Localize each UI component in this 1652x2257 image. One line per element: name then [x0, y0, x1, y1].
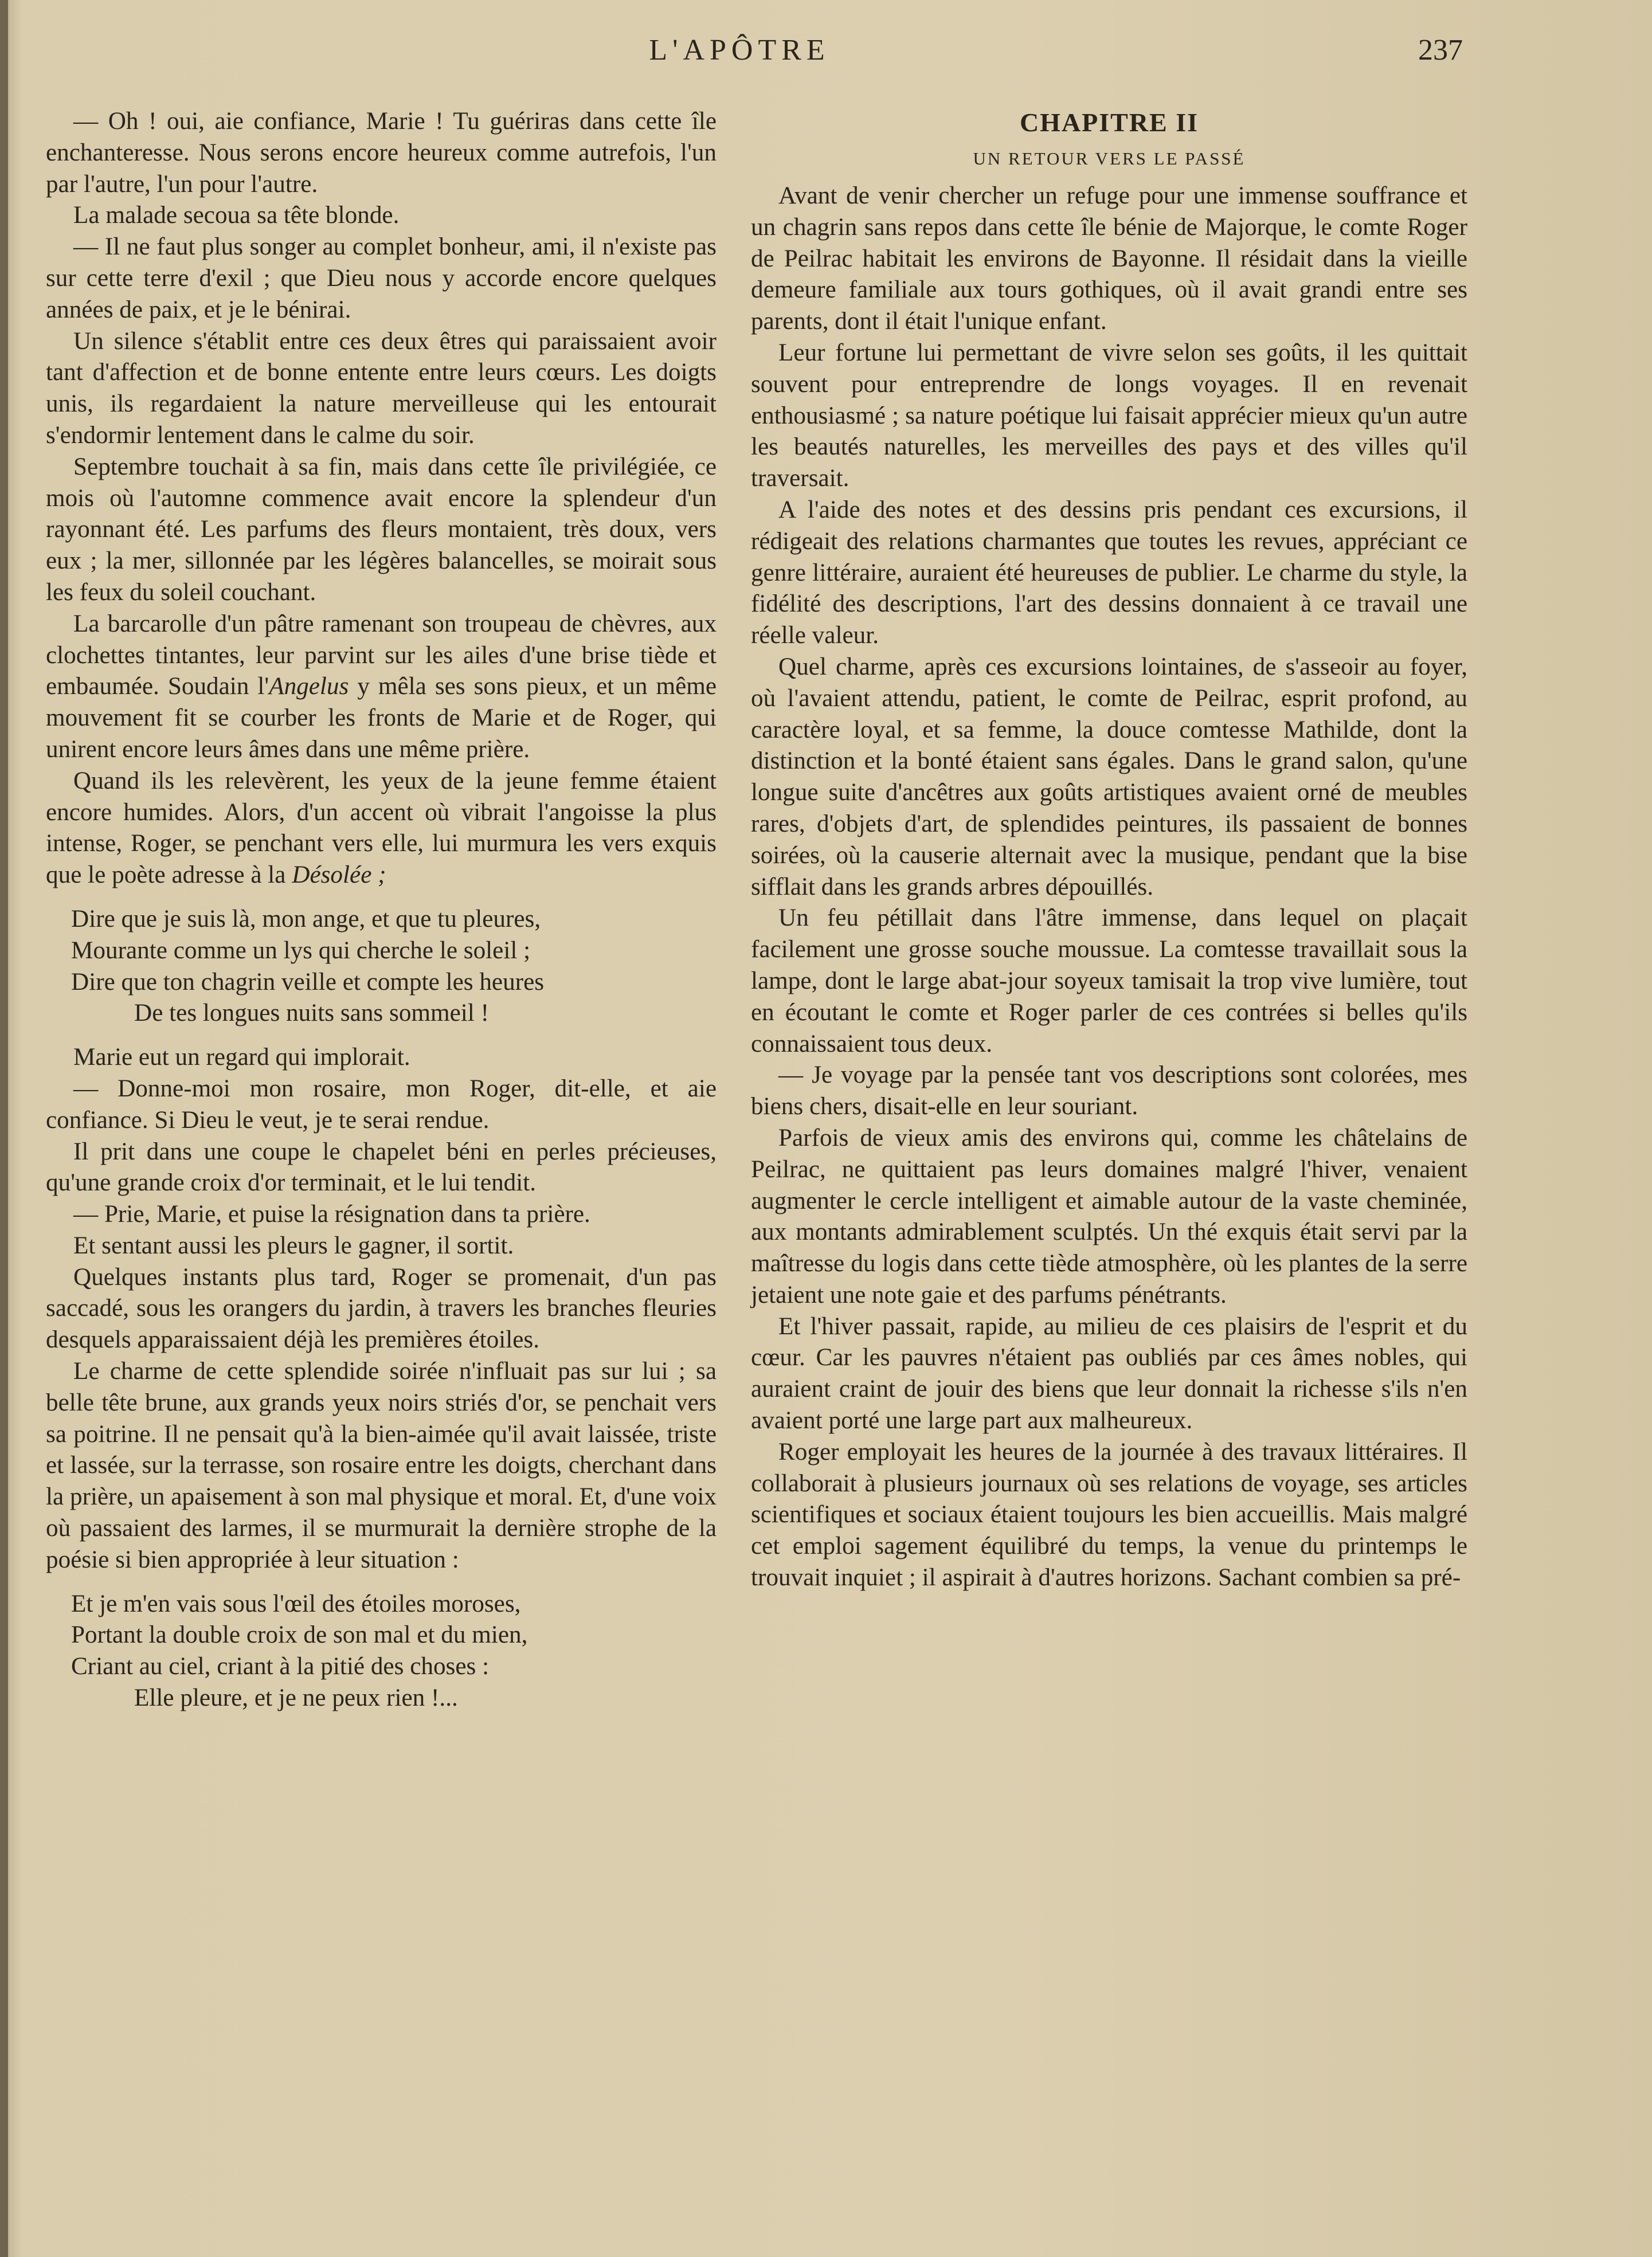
- verse-block: [71, 904, 717, 1029]
- paragraph: Le charme de cette splendide soirée n'influait pas sur lui ; sa belle tête brune, aux grands yeux noirs striés d'or, se penchait vers sa poitrine. Il ne pensait qu'à la bien-aimée qu'il avait laissée, triste et lassée, sur la terrasse, son rosaire entre les doigts, cherchant dans la prière, un apaisement à son mal physique et moral. Et, d'une voix où passaient des larmes, il se murmurait la dernière strophe de la poésie si bien appropriée à leur situation :: [46, 1358, 717, 1573]
- paragraph: — Donne-moi mon rosaire, mon Roger, dit-elle, et aie confiance. Si Dieu le veut, je te serai rendue.: [46, 1075, 717, 1134]
- verse-line: Criant au ciel, criant à la pitié des choses :: [71, 1653, 490, 1680]
- paragraph: — Oh ! oui, aie confiance, Marie ! Tu guériras dans cette île enchanteresse. Nous serons encore heureux comme autrefois, l'un par l'autre, l'un pour l'autre.: [46, 108, 717, 198]
- verse-line: Et je m'en vais sous l'œil des étoiles moroses,: [71, 1590, 521, 1617]
- paragraph: Roger employait les heures de la journée à des travaux littéraires. Il collaborait à plusieurs journaux où ses relations de voyage, ses articles scientifiques et sociaux étaient toujours les bien accueillis. Mais malgré cet emploi sagement équilibré du temps, la venue du printemps le trouvait inquiet ; il aspirait à d'autres horizons. Sachant combien sa pré-: [751, 1438, 1467, 1592]
- paragraph: — Il ne faut plus songer au complet bonheur, ami, il n'existe pas sur cette terre d'exil ; que Dieu nous y accorde encore quelques années de paix, et je le bénirai.: [46, 233, 717, 323]
- verse-line: De tes longues nuits sans sommeil !: [134, 1000, 489, 1027]
- left-column: [46, 106, 717, 1727]
- paragraph: Quelques instants plus tard, Roger se promenait, d'un pas saccadé, sous les orangers du jardin, à travers les branches fleuries desquels apparaissaient déjà les premières étoiles.: [46, 1263, 717, 1354]
- paragraph: Avant de venir chercher un refuge pour une immense souffrance et un chagrin sans repos dans cette île bénie de Majorque, le comte Roger de Peilrac habitait les environs de Bayonne. Il résidait dans la vieille demeure familiale aux tours gothiques, où il avait grandi entre ses parents, dont il était l'unique enfant.: [751, 182, 1467, 335]
- italic-text: Angelus: [269, 673, 349, 700]
- chapter-title: CHAPITRE II: [1019, 108, 1199, 137]
- text-run: Quand ils les relevèrent, les yeux de la jeune femme étaient encore humides. Alors, d'un accent où vibrait l'angoisse la plus intense, Roger, se penchant vers elle, lui murmura les vers exquis que le poète adresse à la: [46, 767, 717, 889]
- paragraph: Et l'hiver passait, rapide, au milieu de ces plaisirs de l'esprit et du cœur. Car les pauvres n'étaient pas oubliés par ces âmes nobles, qui auraient craint de jouir des biens que leur donnait la richesse s'ils n'en avaient porté une large part aux malheureux.: [751, 1312, 1467, 1435]
- verse-line: Portant la double croix de son mal et du mien,: [71, 1621, 528, 1649]
- paragraph: A l'aide des notes et des dessins pris pendant ces excursions, il rédigeait des relations charmantes que toutes les revues, appréciant ce genre littéraire, auraient été heureuses de publier. Le charme du style, la fidélité des descriptions, l'art des dessins donnaient à ce travail une réelle valeur.: [751, 496, 1467, 649]
- verse-block: [71, 1589, 717, 1714]
- paragraph: — Prie, Marie, et puise la résignation dans ta prière.: [73, 1201, 590, 1228]
- paragraph: Un feu pétillait dans l'âtre immense, dans lequel on plaçait facilement une grosse souche moussue. La comtesse travaillait sous la lampe, dont le large abat-jour soyeux tamisait la trop vive lumière, tout en écoutant le comte et Roger parler de ces contrées si belles qu'ils connaissaient tous deux.: [751, 904, 1467, 1057]
- paragraph: Septembre touchait à sa fin, mais dans cette île privilégiée, ce mois où l'automne commence avait encore la splendeur d'un rayonnant été. Les parfums des fleurs montaient, très doux, vers eux ; la mer, sillonnée par les légères balancelles, se moirait sous les feux du soleil couchant.: [46, 453, 717, 606]
- running-title: L'APÔTRE: [649, 34, 830, 66]
- paragraph: — Je voyage par la pensée tant vos descriptions sont colorées, mes biens chers, disait-elle en leur souriant.: [751, 1061, 1467, 1120]
- italic-text: Désolée ;: [292, 861, 386, 889]
- right-column: [751, 106, 1467, 1594]
- verse-line: Mourante comme un lys qui cherche le soleil ;: [71, 937, 531, 964]
- paragraph: Leur fortune lui permettant de vivre selon ses goûts, il les quittait souvent pour entreprendre de longs voyages. Il en revenait enthousiasmé ; sa nature poétique lui faisait apprécier mieux qu'un autre les beautés naturelles, les merveilles des pays et des villes qu'il traversait.: [751, 339, 1467, 492]
- paragraph: La malade secoua sa tête blonde.: [73, 202, 400, 229]
- paragraph: Parfois de vieux amis des environs qui, comme les châtelains de Peilrac, ne quittaient pas leurs domaines malgré l'hiver, venaient augmenter le cercle intelligent et aimable autour de la vaste cheminée, aux montants admirablement sculptés. Un thé exquis était servi par la maîtresse du logis dans cette tiède atmosphère, où les plantes de la serre jetaient une note gaie et des parfums pénétrants.: [751, 1124, 1467, 1308]
- paragraph: [46, 609, 717, 766]
- verse-line: Dire que je suis là, mon ange, et que tu pleures,: [71, 905, 541, 932]
- paragraph: Un silence s'établit entre ces deux êtres qui paraissaient avoir tant d'affection et de bonne entente entre leurs cœurs. Les doigts unis, ils regardaient la nature merveilleuse qui les entourait s'endormir lentement dans le calme du soir.: [46, 327, 717, 449]
- verse-line: Elle pleure, et je ne peux rien !...: [134, 1684, 458, 1712]
- verse-line: Dire que ton chagrin veille et compte les heures: [71, 968, 545, 996]
- paragraph: [46, 766, 717, 891]
- text-run: La barcarolle d'un pâtre ramenant son troupeau de chèvres, aux clochettes tintantes, leur parvint sur les ailes d'une brise tiède et embaumée. Soudain l': [46, 610, 717, 700]
- binding-edge: [0, 0, 8, 2257]
- text-run: y mêla ses sons pieux, et un même mouvement fit se courber les fronts de Marie et de Roger, qui unirent encore leurs âmes dans une même prière.: [46, 673, 717, 763]
- chapter-subtitle: UN RETOUR VERS LE PASSÉ: [973, 148, 1246, 169]
- paragraph: Quel charme, après ces excursions lointaines, de s'asseoir au foyer, où l'avaient attendu, patient, le comte de Peilrac, esprit profond, au caractère loyal, et sa femme, la douce comtesse Mathilde, dont la distinction et la bonté étaient sans égales. Dans le grand salon, qu'une longue suite d'ancêtres aux goûts artistiques avaient orné de meubles rares, d'objets d'art, de splendides peintures, ils passaient de bonnes soirées, où la causerie alternait avec la musique, pendant que la bise sifflait dans les grands arbres dépouillés.: [751, 653, 1467, 900]
- paragraph: Il prit dans une coupe le chapelet béni en perles précieuses, qu'une grande croix d'or terminait, et le lui tendit.: [46, 1138, 717, 1197]
- paragraph: Et sentant aussi les pleurs le gagner, il sortit.: [73, 1232, 514, 1259]
- paragraph: Marie eut un regard qui implorait.: [73, 1044, 410, 1071]
- page-number: 237: [1418, 34, 1463, 66]
